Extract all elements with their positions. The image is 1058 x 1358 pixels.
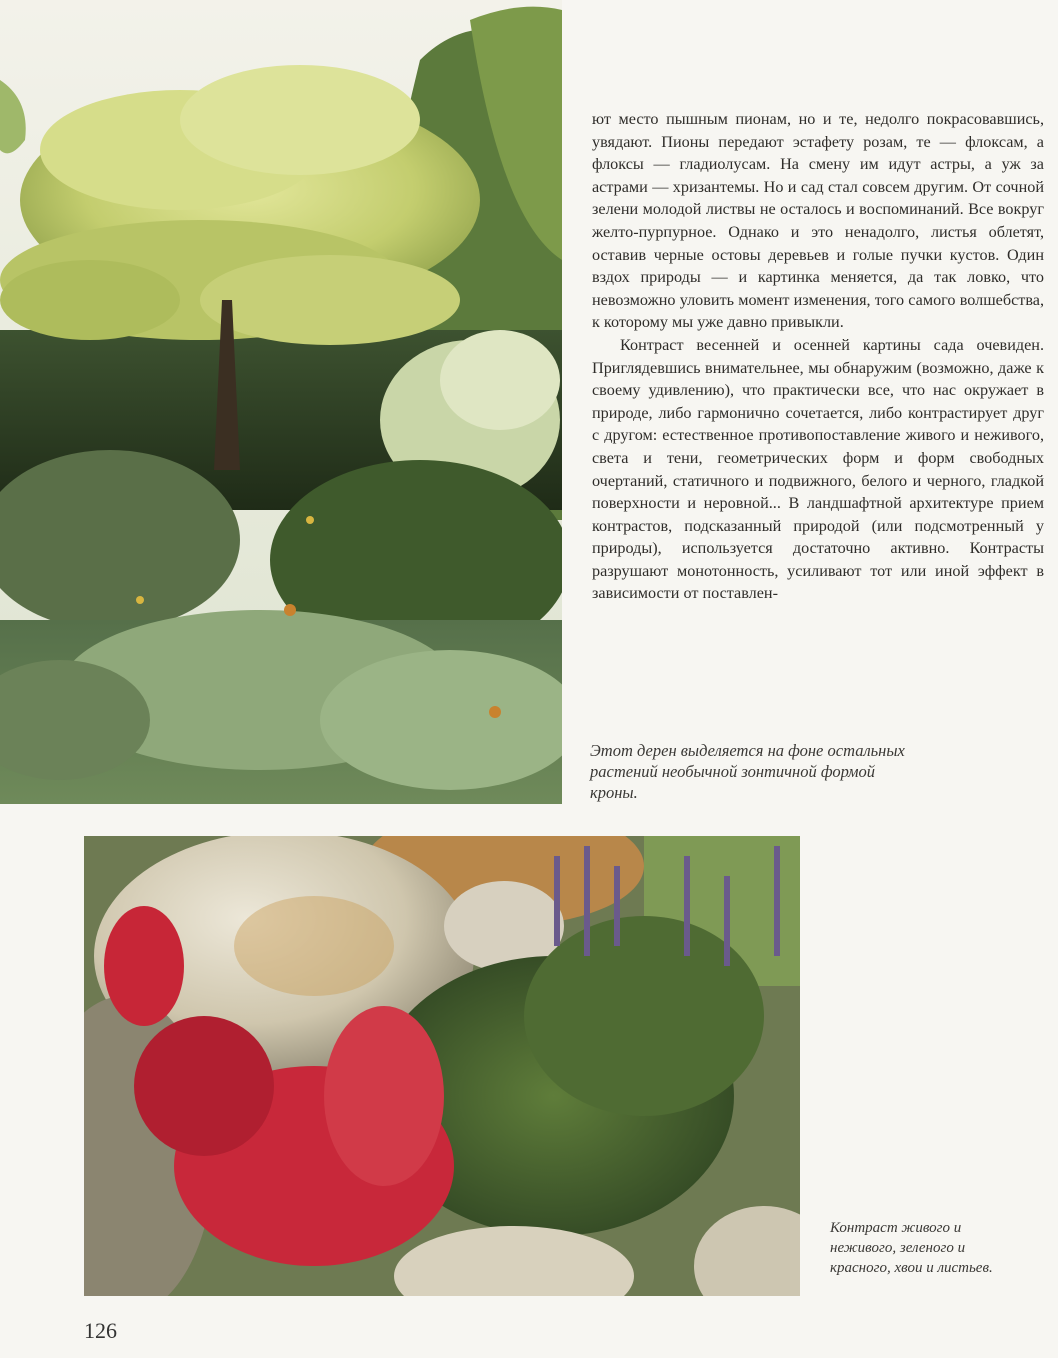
rock-garden-photo — [84, 836, 800, 1296]
dogwood-photo — [0, 0, 562, 804]
caption-dogwood: Этот дерен выделяется на фоне остальных растений необычной зонтичной формой кроны. — [590, 741, 905, 802]
rock-garden-photo-illustration — [84, 836, 800, 1296]
body-paragraph-1: ют место пышным пионам, но и те, недолго покрасовавшись, увядают. Пионы передают эстафету розам, те — флоксам, а флоксы — гладиолусам. На смену им идут астры, а уж за астрами — хризантемы. Но и сад стал совсем другим. От сочной зелени молодой листвы не осталось и воспоминаний. Все вокруг желто-пурпурное. Однако и это ненадолго, листья облетят, оставив черные остовы деревьев и голые пучки кустов. Один вздох природы — и картинка меняется, да так ловко, что невозможно уловить момент изменения, того самого волшебства, к которому мы уже давно привыкли. — [592, 110, 1044, 332]
dogwood-photo-illustration — [0, 0, 562, 804]
page-number: 126 — [84, 1318, 117, 1343]
body-paragraph-2: Контраст весенней и осенней картины сада очевиден. Приглядевшись внимательнее, мы обнаружим (возможно, даже к своему удивлению), что практически все, что нас окружает в природе, либо гармонично сочетается, либо контрастирует друг с другом: естественное противопоставление живого и неживого, света и тени, геометрических форм и форм свободных очертаний, статичного и подвижного, белого и черного, гладкой поверхности и неровной... В ландшафтной архитектуре прием контрастов, подсказанный природой (или подсмотренный у природы), используется достаточно активно. Контрасты разрушают монотонность, усиливают тот или иной эффект в зависимости от поставлен- — [592, 335, 1044, 603]
article-body — [592, 108, 1044, 605]
caption-rock-garden: Контраст живого и неживого, зеленого и красного, хвои и листьев. — [830, 1220, 993, 1276]
